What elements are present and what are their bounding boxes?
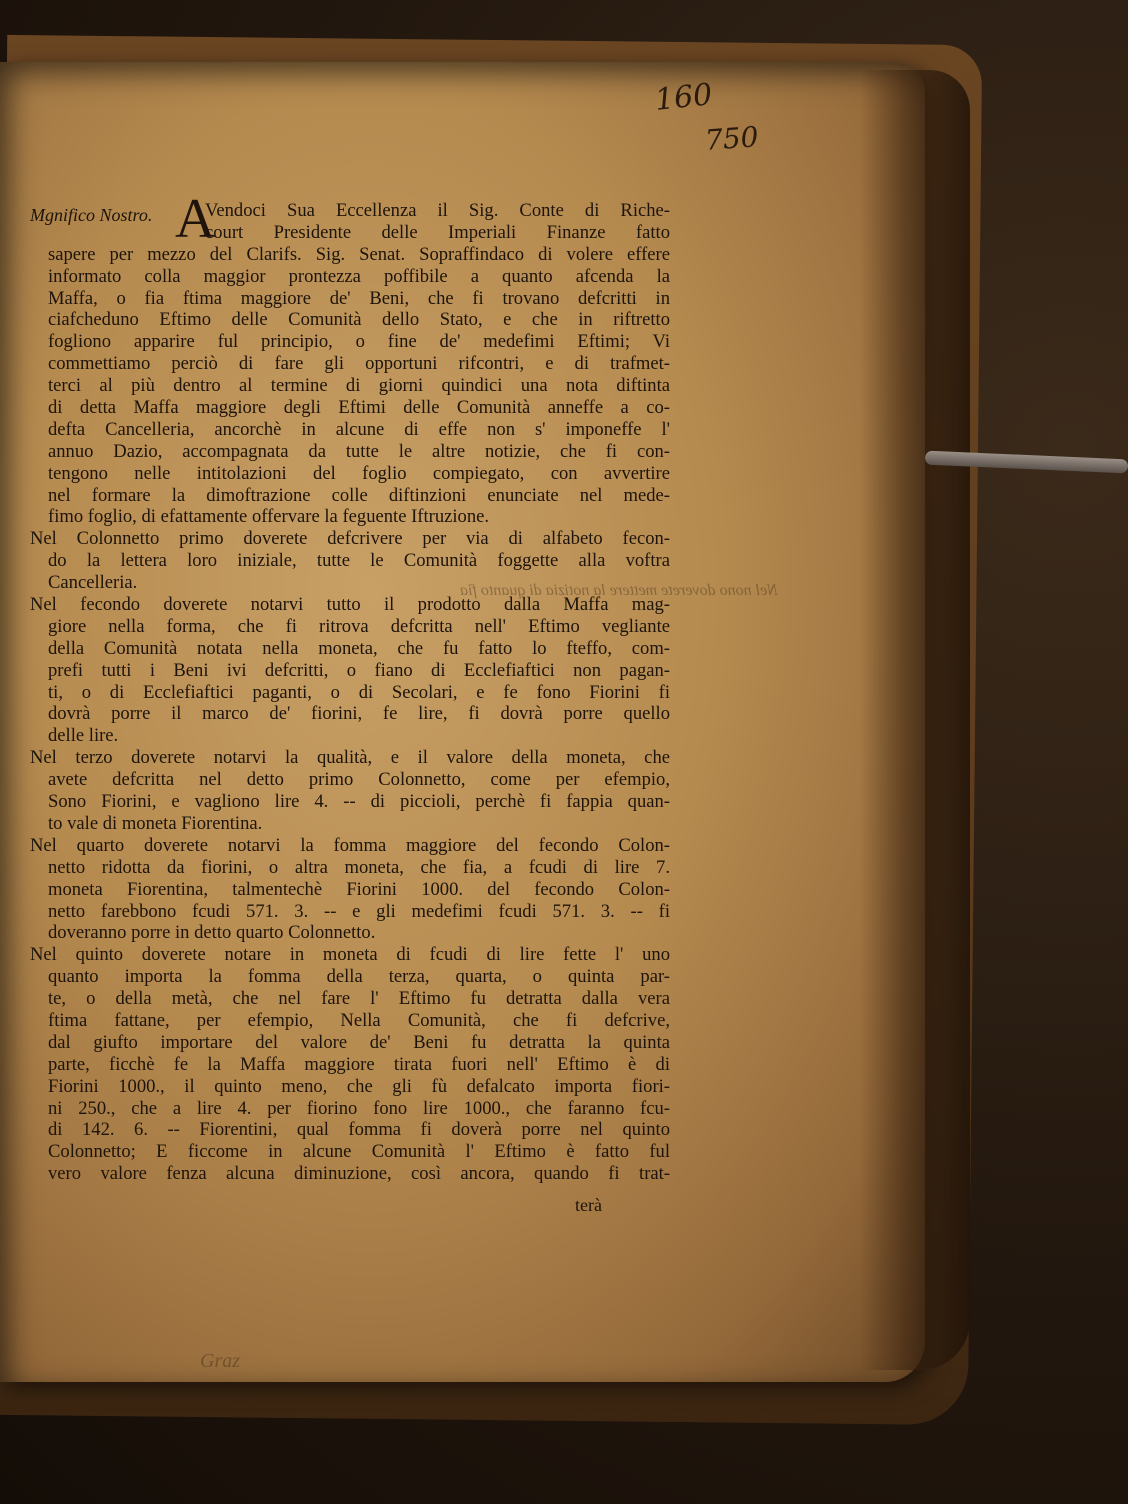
- text-line: Nel fecondo doverete notarvi tutto il prodotto dalla Maffa mag-: [30, 594, 670, 616]
- text-line: doveranno porre in detto quarto Colonnetto.: [48, 922, 376, 944]
- text-line: ftima fattane, per efempio, Nella Comunità, che fi defcrive,: [48, 1009, 670, 1031]
- bleed-through-signature: Graz: [200, 1350, 241, 1372]
- text-line: fimo foglio, di efattamente offervare la feguente Iftruzione.: [48, 506, 490, 528]
- text-line: Nel quarto doverete notarvi la fomma maggiore del fecondo Colon-: [30, 834, 670, 856]
- text-line: netto farebbono fcudi 571. 3. -- e gli medefimi fcudi 571. 3. -- fi: [48, 900, 670, 922]
- text-line: Nel terzo doverete notarvi la qualità, e il valore della moneta, che: [30, 747, 670, 769]
- text-line: Cancelleria.: [48, 572, 138, 594]
- text-line: Maffa, o fia ftima maggiore de' Beni, che fi trovano defcritti in: [48, 287, 670, 309]
- text-line: giore nella forma, che fi ritrova defcritta nell' Eftimo vegliante: [48, 615, 670, 637]
- text-line: tengono nelle intitolazioni del foglio compiegato, con avvertire: [48, 462, 670, 484]
- text-line: Nel quinto doverete notare in moneta di fcudi di lire fette l' uno: [30, 944, 670, 966]
- text-line: ni 250., che a lire 4. per fiorino fono lire 1000., che faranno fcu-: [48, 1097, 670, 1119]
- text-line: nel formare la dimoftrazione colle diftinzioni enunciate nel mede-: [48, 484, 670, 506]
- text-line: moneta Fiorentina, talmentechè Fiorini 1000. del fecondo Colon-: [48, 878, 670, 900]
- text-line: sapere per mezzo del Clarifs. Sig. Senat. Sopraffindaco di volere effere: [48, 243, 670, 265]
- text-line: quanto importa la fomma della terza, quarta, o quinta par-: [48, 966, 670, 988]
- text-line: delle lire.: [48, 725, 119, 747]
- text-line: court Presidente delle Imperiali Finanze fatto: [205, 221, 670, 243]
- page-edge-shadow: [860, 70, 970, 1370]
- text-line: fogliono apparire ful principio, o fine de' medefimi Eftimi; Vi: [48, 331, 670, 353]
- text-line: netto ridotta da fiorini, o altra moneta, che fia, a fcudi di lire 7.: [48, 856, 670, 878]
- salutation: Mgnifico Nostro.: [30, 205, 153, 225]
- text-line: do la lettera loro iniziale, tutte le Comunità foggette alla voftra: [48, 550, 670, 572]
- text-line: prefi tutti i Beni ivi defcritti, o fiano di Ecclefiaftici non pagan-: [48, 659, 670, 681]
- text-line: di detta Maffa maggiore degli Eftimi delle Comunità anneffe a co-: [48, 397, 670, 419]
- bleed-through-text: Nel nono doverete mettere la notizia di quanto fia: [460, 582, 778, 599]
- text-line: ti, o di Ecclefiaftici paganti, o di Secolari, e fe fono Fiorini fi: [48, 681, 670, 703]
- folio-number-second: 750: [703, 120, 760, 157]
- text-line: Vendoci Sua Eccellenza il Sig. Conte di Riche-: [205, 200, 670, 221]
- document-body-text: [30, 200, 670, 1185]
- text-line: Colonnetto; E ficcome in alcune Comunità l' Eftimo è fatto ful: [48, 1141, 670, 1163]
- text-line: annuo Dazio, accompagnata da tutte le altre notizie, che fi con-: [48, 440, 670, 462]
- folio-number-top: 160: [653, 77, 714, 118]
- text-line: defta Cancelleria, ancorchè in alcune di effe non s' imponeffe l': [48, 418, 670, 440]
- text-line: dovrà porre il marco de' fiorini, fe lire, fi dovrà porre quello: [48, 703, 670, 725]
- text-line: Nel Colonnetto primo doverete defcrivere per via di alfabeto fecon-: [30, 528, 670, 550]
- text-line: commettiamo perciò di fare gli opportuni rifcontri, e di trafmet-: [48, 353, 670, 375]
- text-line: terci al più dentro al termine di giorni quindici una nota diftinta: [48, 375, 670, 397]
- text-line: informato colla maggior prontezza poffibile a quanto afcenda la: [48, 265, 670, 287]
- text-line: avete defcritta nel detto primo Colonnetto, come per efempio,: [48, 769, 670, 791]
- catchword: terà: [575, 1195, 602, 1215]
- drop-cap: A: [175, 188, 216, 250]
- text-line: vero valore fenza alcuna diminuzione, così ancora, quando fi trat-: [48, 1163, 670, 1185]
- text-line: te, o della metà, che nel fare l' Eftimo fu detratta dalla vera: [48, 988, 670, 1010]
- text-line: di 142. 6. -- Fiorentini, qual fomma fi doverà porre nel quinto: [48, 1119, 670, 1141]
- text-line: Sono Fiorini, e vagliono lire 4. -- di piccioli, perchè fi fappia quan-: [48, 791, 670, 813]
- text-line: Fiorini 1000., il quinto meno, che gli fù defalcato importa fiori-: [48, 1075, 670, 1097]
- text-line: dal giufto importare del valore de' Beni fu detratta la quinta: [48, 1031, 670, 1053]
- text-line: parte, ficchè fe la Maffa maggiore tirata fuori nell' Eftimo è di: [48, 1053, 670, 1075]
- text-line: della Comunità notata nella moneta, che fu fatto lo fteffo, com-: [48, 637, 670, 659]
- text-line: ciafcheduno Eftimo delle Comunità dello Stato, e che in riftretto: [48, 309, 670, 331]
- text-line: to vale di moneta Fiorentina.: [48, 812, 263, 834]
